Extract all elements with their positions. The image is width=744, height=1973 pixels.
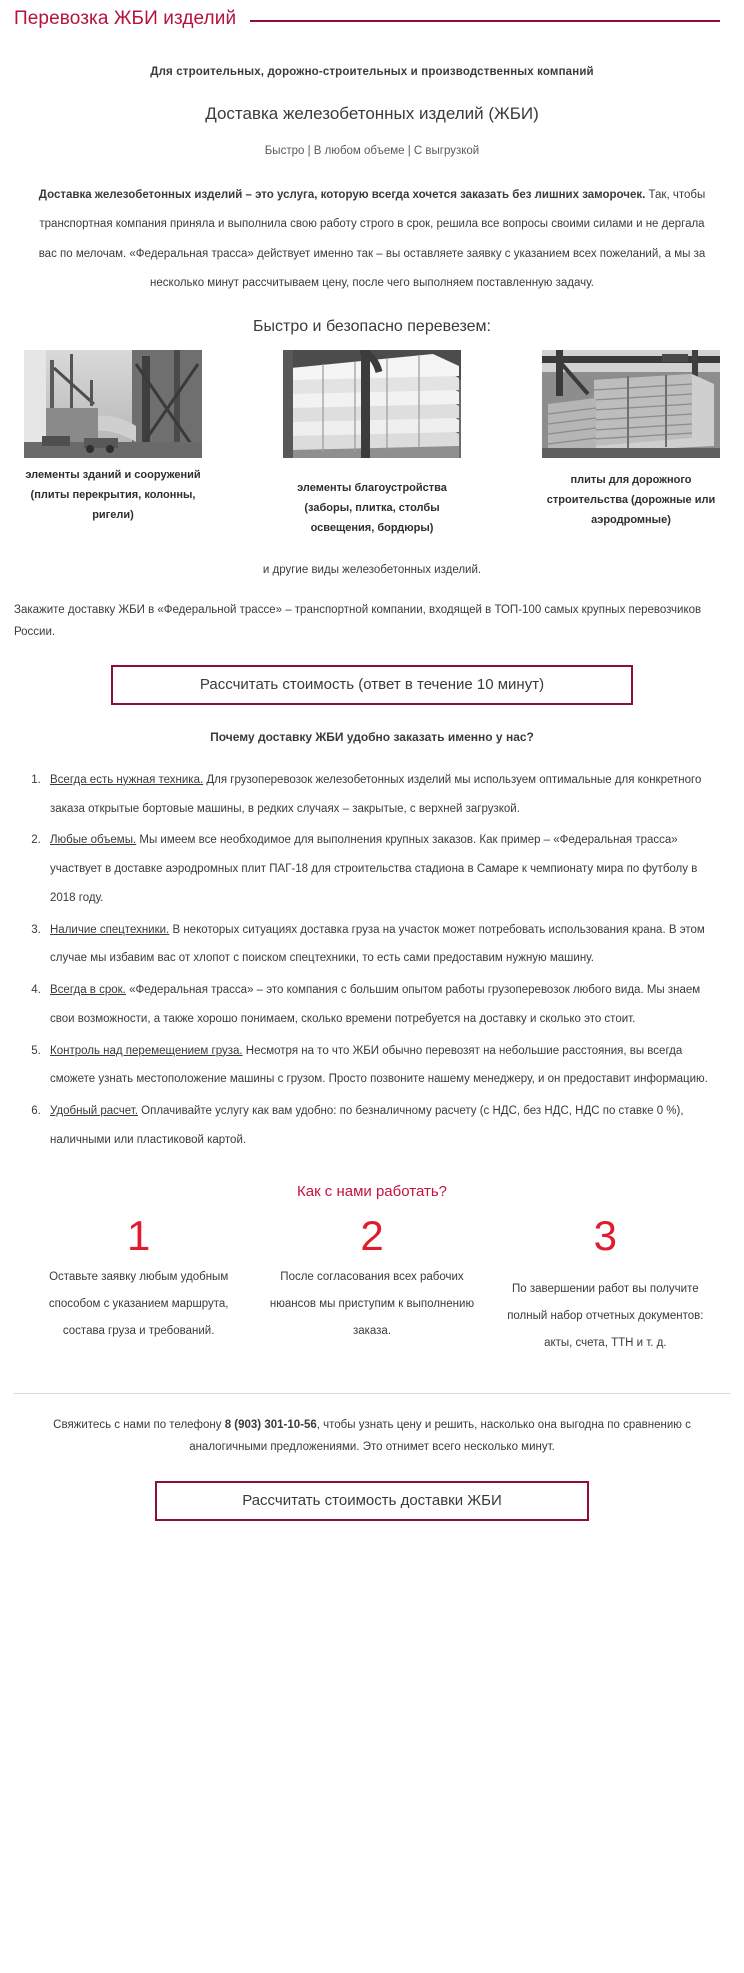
order-note: Закажите доставку ЖБИ в «Федеральной трассе» – транспортной компании, входящей в ТОП-100 самых крупных перевозчиков России. [14, 604, 702, 638]
construction-site-crane-photo [24, 350, 202, 458]
step-description: После согласования всех рабочих нюансов мы приступим к выполнению заказа. [269, 1270, 475, 1337]
reason-body: Несмотря на то что ЖБИ обычно перевозят на небольшие расстояния, вы всегда сможете узнать местоположение машины с грузом. Просто позвоните нашему менеджеру, и он предоставит информацию. [50, 1044, 708, 1086]
reason-body: В некоторых ситуациях доставка груза на участок может потребовать использования крана. В этом случае мы избавим вас от хлопот с поиском спецтехники, то есть сами предоставим нужную машину. [50, 923, 705, 965]
reason-body: Мы имеем все необходимое для выполнения крупных заказов. Как пример – «Федеральная трасса» участвует в доставке аэродромных плит ПАГ-18 для строительства стадиона в Самаре к чемпионату мира по футболу в 2018 году. [50, 834, 698, 904]
hero-lead-rest: Так, чтобы транспортная компания приняла и выполнила свою работу строго в срок, решила все вопросы своими силами и не дергала вас по мелочам. «Федеральная трасса» действует именно так – вы оставляете заявку с указанием всех пожеланий, а мы за несколько минут рассчитываем цену, после чего выполняем поставленную задачу. [38, 189, 706, 289]
step-item [22, 1211, 255, 1357]
hero-headline: Доставка железобетонных изделий (ЖБИ) [205, 104, 539, 123]
gallery-item [283, 350, 461, 538]
step-item [255, 1211, 488, 1357]
reason-body: Для грузоперевозок железобетонных изделий мы используем оптимальные для конкретного заказа открытые бортовые машины, в редких случаях – закрытые, с верхней загрузкой. [50, 773, 702, 815]
reason-item [44, 1037, 724, 1095]
gallery-item [542, 350, 720, 538]
reason-item [44, 916, 724, 974]
calculate-cost-button-secondary[interactable]: Рассчитать стоимость доставки ЖБИ [155, 1481, 589, 1521]
closing-before-phone: Свяжитесь с нами по телефону [53, 1418, 225, 1431]
hero-lead-bold: Доставка железобетонных изделий – это услуга, которую всегда хочется заказать без лишних заморочек. [38, 189, 646, 201]
reason-lead: Наличие спецтехники. [50, 923, 170, 936]
step-item [489, 1211, 722, 1357]
bottom-spacer [14, 1521, 730, 1581]
gallery-item-caption: элементы зданий и сооружений (плиты перекрытия, колонны, ригели) [25, 469, 201, 522]
calculate-cost-button-primary[interactable]: Рассчитать стоимость (ответ в течение 10 минут) [111, 665, 633, 705]
reason-item [44, 826, 724, 912]
page-title: Перевозка ЖБИ изделий [14, 8, 237, 29]
why-section-title: Почему доставку ЖБИ удобно заказать именно у нас? [210, 729, 534, 744]
hero-eyebrow: Для строительных, дорожно-строительных и производственных компаний [150, 66, 594, 78]
stacked-concrete-slabs-photo [283, 350, 461, 458]
gallery-row [24, 350, 720, 538]
main-content [0, 66, 744, 1581]
reason-item [44, 1097, 724, 1155]
reason-body: Оплачивайте услугу как вам удобно: по безналичному расчету (с НДС, без НДС, НДС по ставке 0 %), наличными или пластиковой картой. [50, 1105, 684, 1146]
closing-after-phone: , чтобы узнать цену и решить, насколько она выгодна по сравнению с аналогичными предложениями. Это отнимет всего несколько минут. [189, 1418, 691, 1454]
reason-lead: Контроль над перемещением груза. [50, 1044, 243, 1057]
reasons-list [14, 766, 730, 1155]
header-divider-rule [250, 20, 720, 22]
reason-item [44, 766, 724, 824]
step-number: 2 [360, 1211, 384, 1259]
gallery-item-caption: элементы благоустройства (заборы, плитка, столбы освещения, бордюры) [297, 482, 447, 535]
step-number: 3 [593, 1211, 617, 1259]
section-divider [14, 1393, 730, 1394]
step-description: Оставьте заявку любым удобным способом с указанием маршрута, состава груза и требований. [48, 1270, 229, 1337]
site-header [0, 0, 744, 30]
reason-lead: Всегда в срок. [50, 984, 126, 997]
contact-phone-number: 8 (903) 301-10-56 [224, 1418, 317, 1431]
hero-lead-paragraph [32, 181, 712, 298]
step-number: 1 [126, 1211, 151, 1259]
closing-paragraph [18, 1414, 726, 1459]
reason-lead: Всегда есть нужная техника. [50, 773, 204, 786]
road-slabs-stack-photo [542, 350, 720, 458]
hero-tagline: Быстро | В любом объеме | С выгрузкой [264, 145, 480, 157]
step-description: По завершении работ вы получите полный набор отчетных документов: акты, счета, ТТН и т. д. [507, 1282, 704, 1349]
gallery-item-caption: плиты для дорожного строительства (дорожные или аэродромные) [546, 474, 716, 527]
reason-body: «Федеральная трасса» – это компания с большим опытом работы грузоперевозок любого вида. Мы знаем свои возможности, а также хорошо понимаем, сколько времени потребуется на доставку и сколько это стоит. [50, 984, 701, 1025]
gallery-item [24, 350, 202, 538]
reason-lead: Удобный расчет. [50, 1105, 138, 1118]
gallery-footnote: и другие виды железобетонных изделий. [262, 564, 482, 577]
steps-section-title: Как с нами работать? [297, 1182, 447, 1200]
steps-row [22, 1211, 722, 1357]
gallery-title: Быстро и безопасно перевезем: [252, 318, 491, 336]
reason-lead: Любые объемы. [50, 834, 137, 847]
reason-item [44, 976, 724, 1034]
